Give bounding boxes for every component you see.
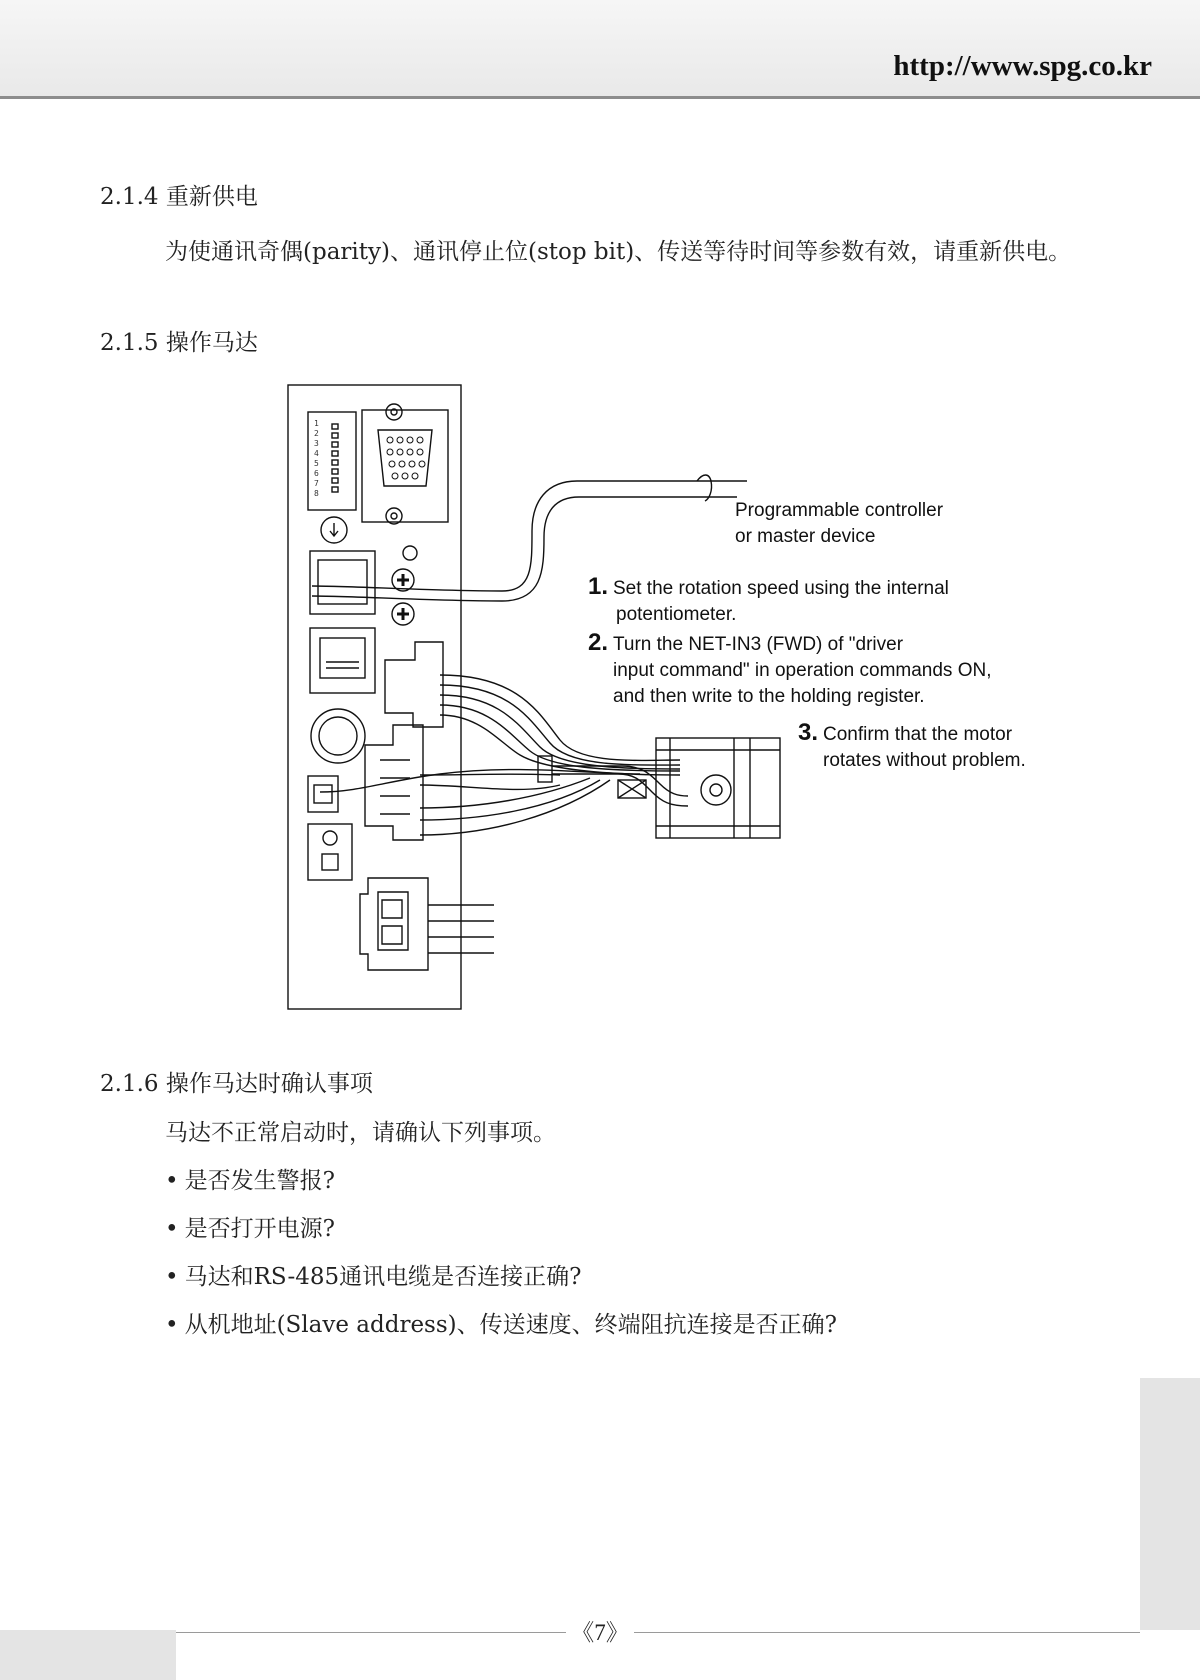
small-connector [308,776,338,812]
motor-body [656,738,780,838]
dsub-connector [362,410,448,522]
checklist-item: • 从机地址(Slave address)、传送速度、终端阻抗连接是否正确? [165,1312,837,1338]
dip-number-8: 8 [314,489,319,498]
dip-levers [332,424,338,492]
io-connector-upper [385,642,443,727]
footer-rule-right [634,1632,1140,1633]
checklist-item-text: 马达和RS-485通讯电缆是否连接正确? [184,1264,582,1290]
step-2-line-3: and then write to the holding register. [613,686,925,707]
dip-number-2: 2 [314,429,319,438]
motor-shaft-cap [701,775,731,805]
step-3-line-1: Confirm that the motor [823,724,1013,745]
checklist-item: • 是否打开电源? [165,1216,335,1242]
checklist-item-text: 是否发生警报? [184,1168,335,1194]
dsub-pins [387,437,425,479]
site-url[interactable]: http://www.spg.co.kr [893,50,1152,82]
section-2-1-5-title: 2.1.5 操作马达 [100,330,258,356]
section-2-1-4-title: 2.1.4 重新供电 [100,184,258,210]
dip-number-column [314,419,319,498]
footer-block [0,1630,176,1680]
section-2-1-6-intro: 马达不正常启动时，请确认下列事项。 [165,1120,556,1146]
section-2-1-6-title: 2.1.6 操作马达时确认事项 [100,1071,373,1097]
step-3-number: 3. [798,719,819,746]
checklist-item-text: 是否打开电源? [184,1216,335,1242]
power-connector [308,824,352,880]
step-1-line-1: Set the rotation speed using the internal [613,578,949,599]
wiring-diagram [280,380,1060,1020]
dip-number-7: 7 [314,479,319,488]
dip-number-1: 1 [314,419,319,428]
header-rule [0,96,1200,99]
checklist-item: • 马达和RS-485通讯电缆是否连接正确? [165,1264,582,1290]
dip-number-3: 3 [314,439,319,448]
step-2-line-1: Turn the NET-IN3 (FWD) of "driver [613,634,904,655]
plc-label-line-1: Programmable controller [735,500,944,521]
footer-rule-left [176,1632,566,1633]
step-1-number: 1. [588,573,609,600]
step-2-line-2: input command" in operation commands ON, [613,660,992,681]
step-1-line-2: potentiometer. [616,604,737,625]
section-2-1-4-body: 为使通讯奇偶(parity)、通讯停止位(stop bit)、传送等待时间等参数有效，请重新供电。 [165,239,1072,265]
dip-number-5: 5 [314,459,319,468]
dip-number-6: 6 [314,469,319,478]
step-2-number: 2. [588,629,609,656]
page-number: 《7》 [571,1620,629,1645]
dip-number-4: 4 [314,449,319,458]
io-connector-lower [365,725,423,840]
checklist-item-text: 从机地址(Slave address)、传送速度、终端阻抗连接是否正确? [184,1312,837,1338]
side-tab [1140,1378,1200,1630]
step-3-line-2: rotates without problem. [823,750,1026,771]
checklist-item: • 是否发生警报? [165,1168,335,1194]
plc-label-line-2: or master device [735,526,876,547]
